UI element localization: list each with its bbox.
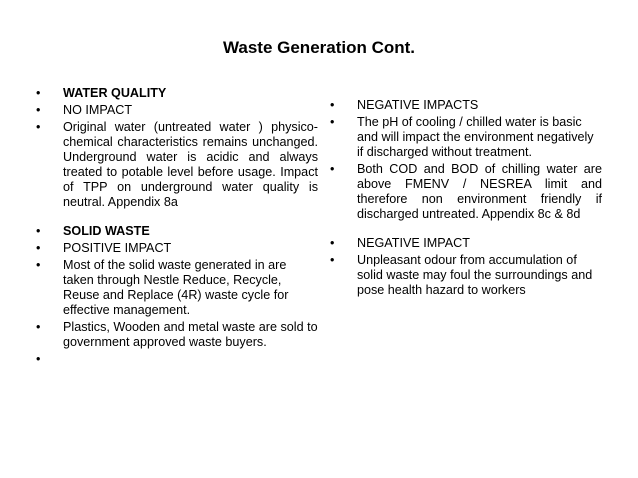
list-item-text: The pH of cooling / chilled water is basic and will impact the environment negatively if discharged without treatment. <box>357 115 594 159</box>
list-item-text: Original water (untreated water ) physico-chemical characteristics remains unchanged. Underground water is acidic and always treated to potable level before usage. Impact of TPP on underground water quality is neutral. Appendix 8a <box>63 120 318 209</box>
bullet-icon: • <box>36 224 41 238</box>
bullet-icon: • <box>36 103 41 117</box>
list-item-text: POSITIVE IMPACT <box>63 241 172 255</box>
bullet-icon: • <box>36 86 41 100</box>
list-item-most-solid-waste <box>36 258 318 318</box>
list-item-ph-cooling <box>330 115 602 160</box>
list-item-text: Most of the solid waste generated in are taken through Nestle Reduce, Recycle, Reuse and Replace (4R) waste cycle for effective management. <box>63 258 289 317</box>
list-item-negative-impacts <box>330 98 602 113</box>
bullet-icon: • <box>330 98 335 112</box>
list-item-plastics <box>36 320 318 350</box>
section-heading-solid-waste: SOLID WASTE <box>63 224 150 238</box>
bullet-icon: • <box>36 320 41 334</box>
list-item-no-impact <box>36 103 318 118</box>
list-item-text: NEGATIVE IMPACTS <box>357 98 479 112</box>
list-item-water-quality <box>36 86 318 101</box>
bullet-icon: • <box>36 120 41 134</box>
list-item-original-water <box>36 120 318 210</box>
bullet-icon: • <box>330 115 335 129</box>
bullet-icon: • <box>36 241 41 255</box>
list-item-text: Both COD and BOD of chilling water are above FMENV / NESREA limit and therefore non environment friendly if discharged untreated. Appendix 8c & 8d <box>357 162 602 221</box>
list-item-negative-impact <box>330 236 602 251</box>
list-item-text: Unpleasant odour from accumulation of solid waste may foul the surroundings and pose health hazard to workers <box>357 253 593 297</box>
list-item-text: NO IMPACT <box>63 103 133 117</box>
list-item-empty <box>36 352 318 367</box>
right-bullet-list <box>330 98 602 298</box>
bullet-icon: • <box>330 253 335 267</box>
list-item-odour <box>330 253 602 298</box>
left-bullet-list <box>36 86 318 367</box>
slide-title: Waste Generation Cont. <box>222 38 416 57</box>
list-item-text: NEGATIVE IMPACT <box>357 236 470 250</box>
list-item-solid-waste <box>36 224 318 239</box>
bullet-icon: • <box>330 162 335 176</box>
section-heading-water-quality: WATER QUALITY <box>63 86 167 100</box>
left-column <box>36 86 318 369</box>
list-item-cod-bod <box>330 162 602 222</box>
bullet-icon: • <box>36 258 41 272</box>
bullet-icon: • <box>36 352 41 366</box>
list-item-text: Plastics, Wooden and metal waste are sold to government approved waste buyers. <box>63 320 318 349</box>
list-item-positive-impact <box>36 241 318 256</box>
bullet-icon: • <box>330 236 335 250</box>
right-column <box>330 98 602 300</box>
